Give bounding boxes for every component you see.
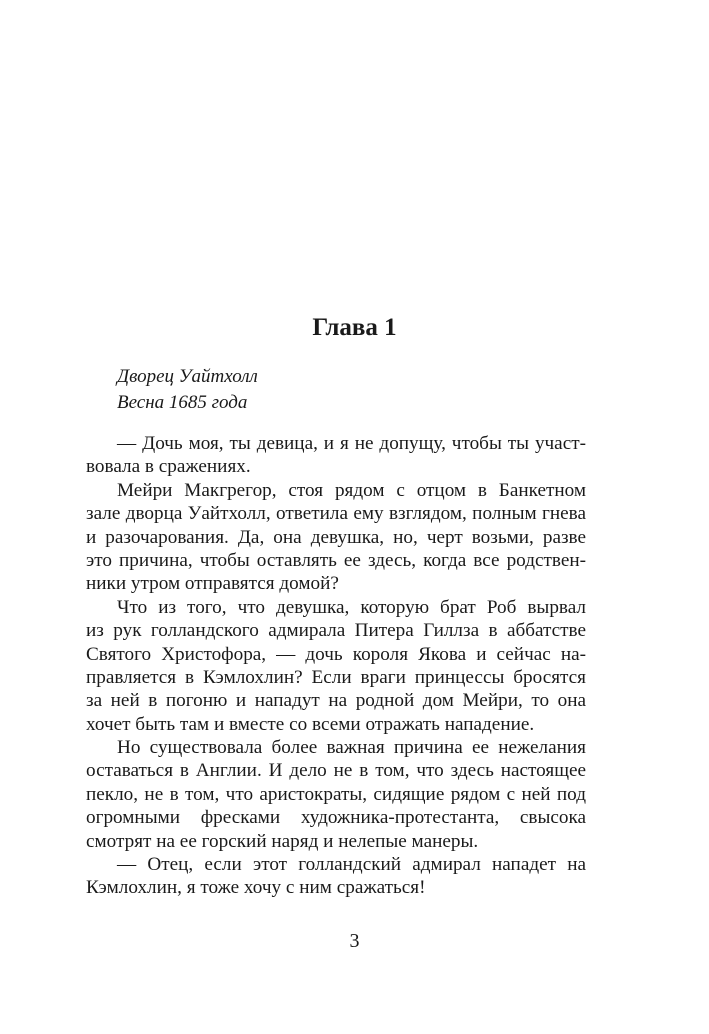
text-line: вовала в сражениях.	[86, 456, 251, 478]
text-line: — Дочь моя, ты девица, и я не допущу, чтобы ты участ-	[117, 433, 586, 454]
text-line: это причина, чтобы оставлять ее здесь, когда все родствен-	[86, 549, 586, 571]
page-number: 3	[349, 930, 360, 952]
epigraph	[117, 364, 258, 416]
text-line: Святого Христофора, — дочь короля Якова и сейчас на-	[86, 643, 586, 665]
text-line: — Отец, если этот голландский адмирал нападет на	[117, 854, 586, 876]
text-line: из рук голландского адмирала Питера Гиллза в аббатстве	[86, 620, 586, 642]
epigraph-date: Весна 1685 года	[117, 392, 248, 413]
text-line: Что из того, что девушка, которую брат Роб вырвал	[117, 596, 586, 618]
text-line: правляется в Кэмлохлин? Если враги принцессы бросятся	[86, 666, 586, 688]
text-line: ники утром отправятся домой?	[86, 573, 339, 595]
text-line: Мейри Макгрегор, стоя рядом с отцом в Банкетном	[117, 479, 586, 501]
text-line: Но существовала более важная причина ее нежелания	[117, 737, 586, 759]
text-line: огромными фресками художника-протестанта, свысока	[86, 807, 586, 829]
body-text	[86, 432, 586, 900]
epigraph-place: Дворец Уайтхолл	[117, 366, 258, 387]
text-line: пекло, не в том, что аристократы, сидящие рядом с ней под	[86, 783, 586, 805]
text-line: Кэмлохлин, я тоже хочу с ним сражаться!	[86, 877, 426, 899]
text-line: смотрят на ее горский наряд и нелепые манеры.	[86, 830, 479, 852]
text-line: хочет быть там и вместе со всеми отражать нападение.	[86, 713, 535, 735]
text-line: за ней в погоню и нападут на родной дом Мейри, то она	[86, 690, 586, 712]
chapter-title: Глава 1	[312, 314, 397, 341]
text-line: оставаться в Англии. И дело не в том, что здесь настоящее	[86, 760, 586, 782]
text-line: зале дворца Уайтхолл, ответила ему взглядом, полным гнева	[86, 503, 586, 525]
text-line: и разочарования. Да, она девушка, но, черт возьми, разве	[86, 526, 586, 548]
